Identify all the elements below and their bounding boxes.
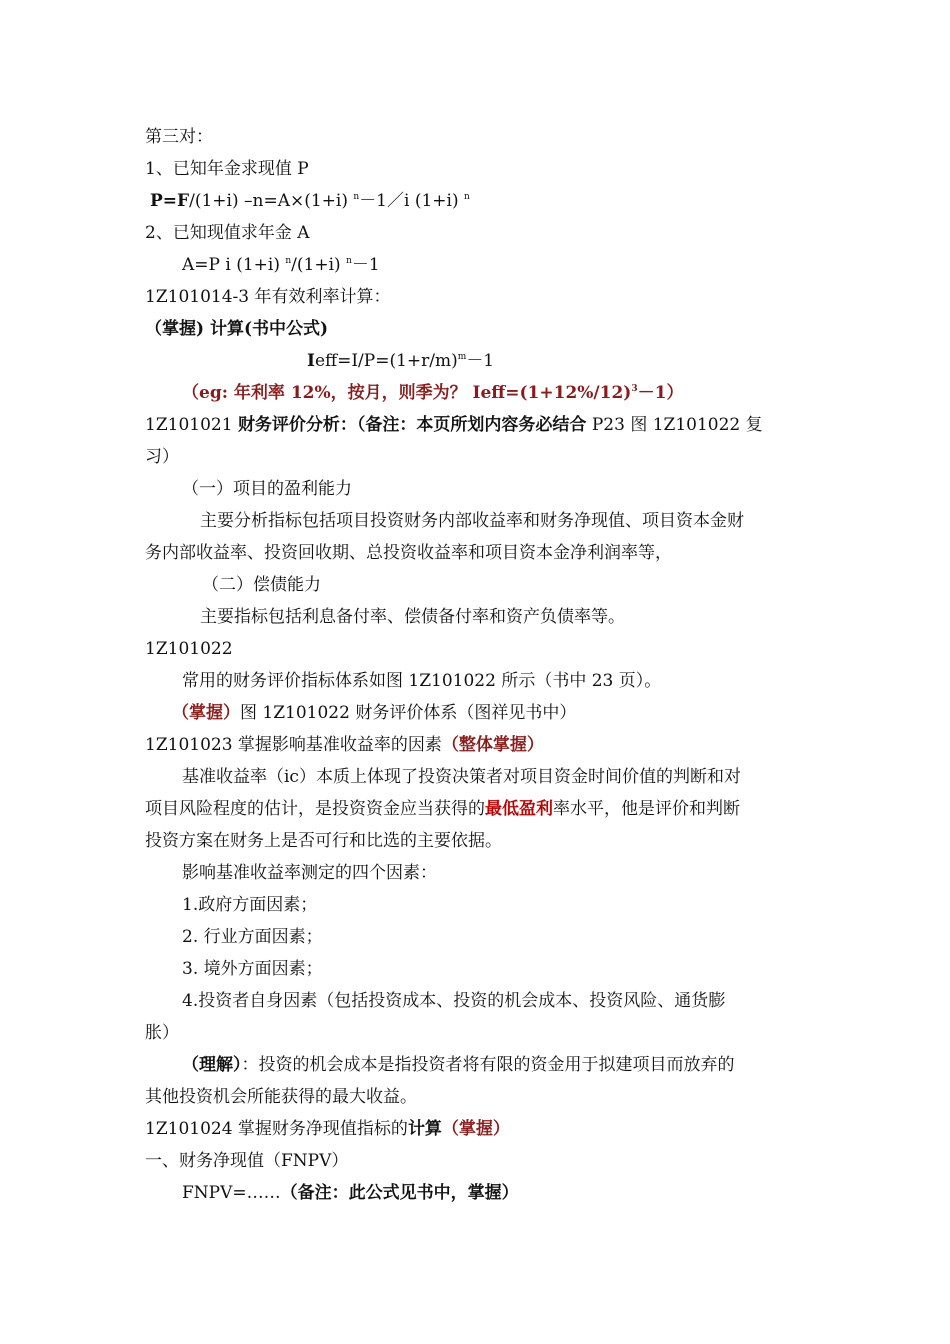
list-item-investor-tail: 胀） (145, 1023, 179, 1043)
line-section-1z101024: 1Z101024 掌握财务净现值指标的计算（掌握） (145, 1119, 510, 1139)
list-item-overseas: 3. 境外方面因素； (182, 959, 323, 979)
list-item-government: 1.政府方面因素； (182, 895, 318, 915)
line-financial-evaluation: 1Z101021 财务评价分析：（备注：本页所划内容务必结合 P23 图 1Z101022 复 (145, 415, 763, 435)
example-effective-rate: （eg: 年利率 12%，按月，则季为？ $Ieff=(1+12\%/12)^3-1$） (182, 383, 684, 403)
line-benchmark-rate-2: 项目风险程度的估计，是投资资金应当获得的最低盈利率水平，他是评价和判断 (145, 799, 740, 819)
line-evaluation-system-figure: （掌握）图 1Z101022 财务评价体系（图祥见书中） (172, 703, 577, 723)
line-master-formula: （掌握) 计算(书中公式) (145, 319, 329, 339)
line-four-factors: 影响基准收益率测定的四个因素： (182, 863, 437, 883)
line-benchmark-rate-1: 基准收益率（ic）本质上体现了投资决策者对项目资金时间价值的判断和对 (182, 767, 741, 787)
line-review-tail: 习） (145, 447, 179, 467)
list-item-investor: 4.投资者自身因素（包括投资成本、投资的机会成本、投资风险、通货膨 (182, 991, 726, 1011)
line-solvency-heading: （二）偿债能力 (202, 575, 321, 595)
line-pv-to-annuity: 2、已知现值求年金 A (145, 223, 310, 243)
formula-fnpv: FNPV=……（备注：此公式见书中，掌握） (182, 1183, 519, 1203)
line-section-1z101023: 1Z101023 掌握影响基准收益率的因素（整体掌握） (145, 735, 544, 755)
line-annuity-to-pv: 1、已知年金求现值 P (145, 159, 309, 179)
line-section-heading: 第三对： (145, 127, 213, 147)
line-indicator-system: 常用的财务评价指标体系如图 1Z101022 所示（书中 23 页）。 (182, 671, 662, 691)
line-opportunity-cost-2: 其他投资机会所能获得的最大收益。 (145, 1087, 417, 1107)
line-solvency-text: 主要指标包括利息备付率、偿债备付率和资产负债率等。 (200, 607, 625, 627)
line-profitability-text-1: 主要分析指标包括项目投资财务内部收益率和财务净现值、项目资本金财 (200, 511, 744, 531)
line-effective-rate-heading: 1Z101014-3 年有效利率计算： (145, 287, 391, 307)
formula-pv-annuity: P=F/(1+i) –n=A×(1+i) $^n$－1／i (1+i) $^n$ (150, 191, 470, 211)
line-profitability-heading: （一）项目的盈利能力 (182, 479, 352, 499)
line-profitability-text-2: 务内部收益率、投资回收期、总投资收益率和项目资本金净利润率等， (145, 543, 672, 563)
line-opportunity-cost-1: （理解）：投资的机会成本是指投资者将有限的资金用于拟建项目而放弃的 (182, 1055, 735, 1075)
formula-annuity: A=P i (1+i) $^n$/(1+i) $^n$－1 (182, 255, 380, 275)
line-section-1z101022: 1Z101022 (145, 639, 233, 659)
line-benchmark-rate-3: 投资方案在财务上是否可行和比选的主要依据。 (145, 831, 502, 851)
line-fnpv-heading: 一、财务净现值（FNPV） (145, 1151, 349, 1171)
formula-effective-rate: $Ieff=I/P=(1+r/m)^m-1$ (307, 351, 495, 371)
list-item-industry: 2. 行业方面因素； (182, 927, 323, 947)
